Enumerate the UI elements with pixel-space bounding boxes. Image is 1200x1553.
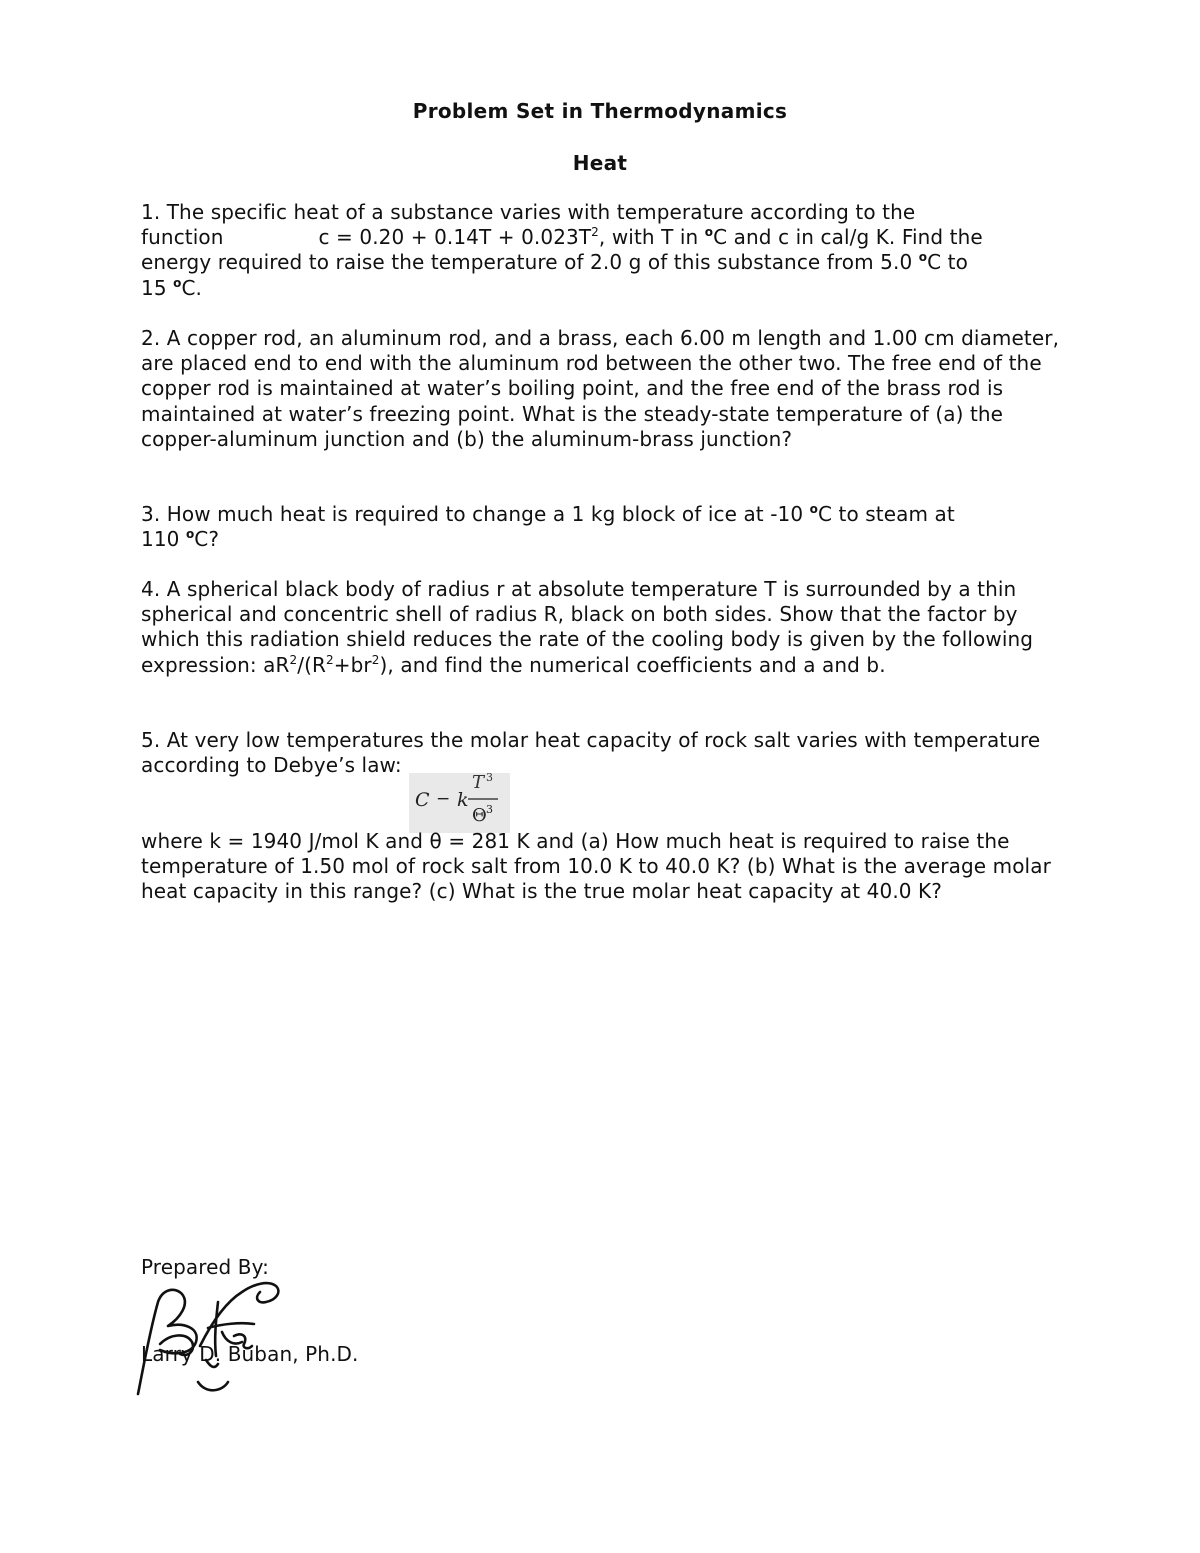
formula-numerator-exp: 3 (486, 773, 493, 784)
problem-4-exp-1: 2 (289, 652, 298, 667)
problem-1 (141, 200, 1061, 301)
problem-1-line4-end: C. (181, 275, 202, 300)
degree-symbol: o (173, 275, 182, 290)
formula-operator: − (436, 789, 451, 809)
problem-1-square-exp: 2 (591, 225, 599, 240)
problem-1-formula: c = 0.20 + 0.14T + 0.023T (318, 225, 592, 250)
prepared-by-label: Prepared By: (141, 1255, 269, 1279)
problem-1-units: C and c in cal/g K. Find the (713, 225, 983, 250)
problem-4-part4: ), and find the numerical coefficients and a and b. (379, 652, 886, 677)
formula-denominator-exp: 3 (486, 803, 493, 816)
problem-4 (141, 577, 1061, 678)
problem-1-line4: 15 (141, 275, 174, 300)
problem-2: 2. A copper rod, an aluminum rod, and a brass, each 6.00 m length and 1.00 cm diameter, are placed end to end with the aluminum rod between the other two. The free end of the copper rod is maintained at water’s boiling point, and the free end of the brass rod is maintained at water’s freezing point. What is the steady-state temperature of (a) the copper-aluminum junction and (b) the aluminum-brass junction? (141, 326, 1060, 451)
problem-1-after-formula: , with T in (598, 225, 705, 250)
handwritten-signature (130, 1272, 300, 1412)
degree-symbol: o (704, 225, 714, 240)
document-title: Problem Set in Thermodynamics (412, 99, 788, 123)
problem-4-exp-2: 2 (326, 652, 334, 667)
problem-4-part3: +br (333, 652, 372, 677)
problem-3-part1: 3. How much heat is required to change a 1 kg block of ice at -10 (141, 502, 810, 526)
degree-symbol: o (809, 502, 818, 516)
problem-5-body: where k = 1940 J/mol K and θ = 281 K and (a) How much heat is required to raise the temperature of 1.50 mol of rock salt from 10.0 K to 40.0 K? (b) What is the average molar heat capacity in this range? (c) What is the true molar heat capacity at 40.0 K? (141, 829, 1051, 904)
formula-denominator: Θ (472, 805, 487, 826)
problem-3 (141, 502, 1061, 552)
degree-symbol: o (185, 527, 195, 542)
problem-3-part2: C to steam at (817, 502, 955, 526)
problem-5-intro: 5. At very low temperatures the molar heat capacity of rock salt varies with temperature according to Debye’s law: (141, 728, 1041, 778)
debye-formula-image (409, 773, 510, 833)
problem-4-exp-3: 2 (371, 652, 380, 667)
problem-3-part4: C? (194, 527, 220, 552)
degree-symbol: o (918, 250, 928, 265)
formula-lhs: C (415, 789, 430, 811)
author-name: Larry D. Buban, Ph.D. (141, 1342, 359, 1366)
problem-1-line1: 1. The specific heat of a substance varies with temperature according to the (141, 200, 916, 224)
debye-formula-svg (409, 773, 510, 833)
problem-1-line3-end: C to (927, 250, 968, 275)
formula-numerator: T (472, 773, 485, 793)
problem-4-part2: /(R (297, 652, 327, 677)
section-heading: Heat (572, 151, 628, 175)
problem-1-line3: energy required to raise the temperature of 2.0 g of this substance from 5.0 (141, 250, 919, 275)
problem-1-function-word: function (141, 225, 224, 250)
problem-4-part1: 4. A spherical black body of radius r at absolute temperature T is surrounded by a thin spherical and concentric shell of radius R, black on both sides. Show that the factor by which this radiation shield reduces the rate of the cooling body is given by the following expression: aR (141, 577, 1034, 677)
problem-3-part3: 110 (141, 527, 186, 552)
formula-k: k (457, 789, 469, 811)
